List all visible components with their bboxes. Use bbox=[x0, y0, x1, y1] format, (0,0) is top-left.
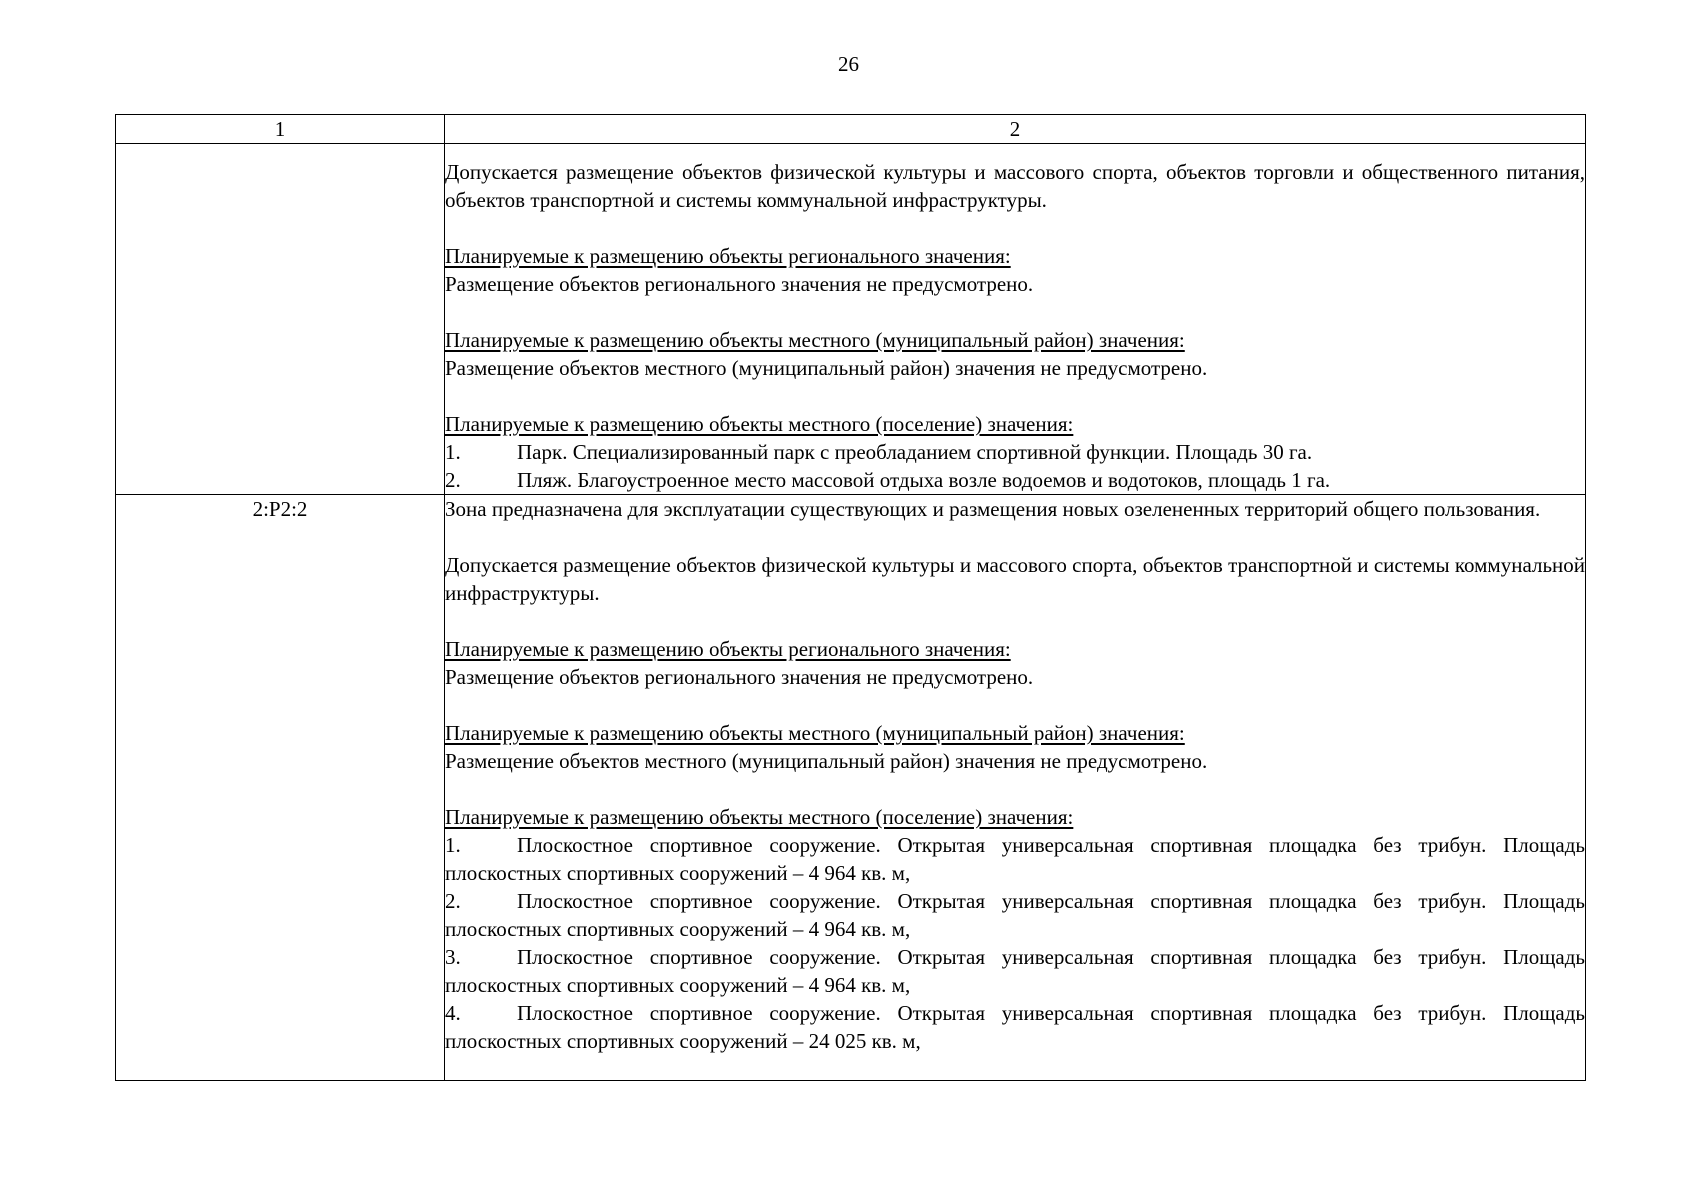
list-item bbox=[445, 999, 1585, 1055]
zones-table bbox=[115, 114, 1586, 1081]
page-number: 26 bbox=[838, 52, 859, 76]
regional-text: Размещение объектов регионального значения не предусмотрено. bbox=[445, 665, 1034, 689]
list-item-text: Плоскостное спортивное сооружение. Открытая универсальная спортивная площадка без трибун. Площадь плоскостных спортивных сооружений – 4 964 кв. м, bbox=[445, 945, 1585, 997]
allowed-objects-text: Допускается размещение объектов физической культуры и массового спорта, объектов торговли и общественного питания, объектов транспортной и системы коммунальной инфраструктуры. bbox=[445, 160, 1585, 212]
table-row bbox=[116, 495, 1586, 1081]
list-item-number: 4. bbox=[445, 1001, 461, 1025]
municipal-heading: Планируемые к размещению объекты местного (муниципальный район) значения: bbox=[445, 721, 1185, 745]
municipal-text: Размещение объектов местного (муниципальный район) значения не предусмотрено. bbox=[445, 356, 1208, 380]
list-item bbox=[445, 887, 1585, 943]
list-item-text: Плоскостное спортивное сооружение. Открытая универсальная спортивная площадка без трибун. Площадь плоскостных спортивных сооружений – 4 964 кв. м, bbox=[445, 833, 1585, 885]
municipal-heading: Планируемые к размещению объекты местного (муниципальный район) значения: bbox=[445, 328, 1185, 352]
zone-description bbox=[445, 144, 1586, 495]
settlement-heading: Планируемые к размещению объекты местного (поселение) значения: bbox=[445, 805, 1074, 829]
list-item-text: Парк. Специализированный парк с преобладанием спортивной функции. Площадь 30 га. bbox=[517, 440, 1313, 464]
list-item-number: 2. bbox=[445, 889, 461, 913]
settlement-heading: Планируемые к размещению объекты местного (поселение) значения: bbox=[445, 412, 1074, 436]
column-header-2: 2 bbox=[445, 115, 1586, 144]
list-item-text: Пляж. Благоустроенное место массовой отдыха возле водоемов и водотоков, площадь 1 га. bbox=[517, 468, 1331, 492]
column-header-1: 1 bbox=[116, 115, 445, 144]
list-item-number: 2. bbox=[445, 468, 461, 492]
list-item-number: 1. bbox=[445, 440, 461, 464]
list-item-number: 1. bbox=[445, 833, 461, 857]
table-header-row bbox=[116, 115, 1586, 144]
zone-code bbox=[116, 144, 445, 495]
zone-code: 2:Р2:2 bbox=[116, 495, 445, 1081]
allowed-objects-text: Допускается размещение объектов физической культуры и массового спорта, объектов транспортной и системы коммунальной инфраструктуры. bbox=[445, 553, 1585, 605]
table-row bbox=[116, 144, 1586, 495]
list-item bbox=[445, 943, 1585, 999]
list-item-text: Плоскостное спортивное сооружение. Открытая универсальная спортивная площадка без трибун. Площадь плоскостных спортивных сооружений – 4 964 кв. м, bbox=[445, 889, 1585, 941]
zone-description bbox=[445, 495, 1586, 1081]
list-item-number: 3. bbox=[445, 945, 461, 969]
list-item bbox=[445, 831, 1585, 887]
regional-heading: Планируемые к размещению объекты регионального значения: bbox=[445, 637, 1011, 661]
municipal-text: Размещение объектов местного (муниципальный район) значения не предусмотрено. bbox=[445, 749, 1208, 773]
regional-heading: Планируемые к размещению объекты регионального значения: bbox=[445, 244, 1011, 268]
list-item bbox=[445, 466, 1585, 494]
regional-text: Размещение объектов регионального значения не предусмотрено. bbox=[445, 272, 1034, 296]
list-item-text: Плоскостное спортивное сооружение. Открытая универсальная спортивная площадка без трибун. Площадь плоскостных спортивных сооружений – 24 025 кв. м, bbox=[445, 1001, 1585, 1053]
zone-purpose-text: Зона предназначена для эксплуатации существующих и размещения новых озелененных территорий общего пользования. bbox=[445, 497, 1541, 521]
list-item bbox=[445, 438, 1585, 466]
